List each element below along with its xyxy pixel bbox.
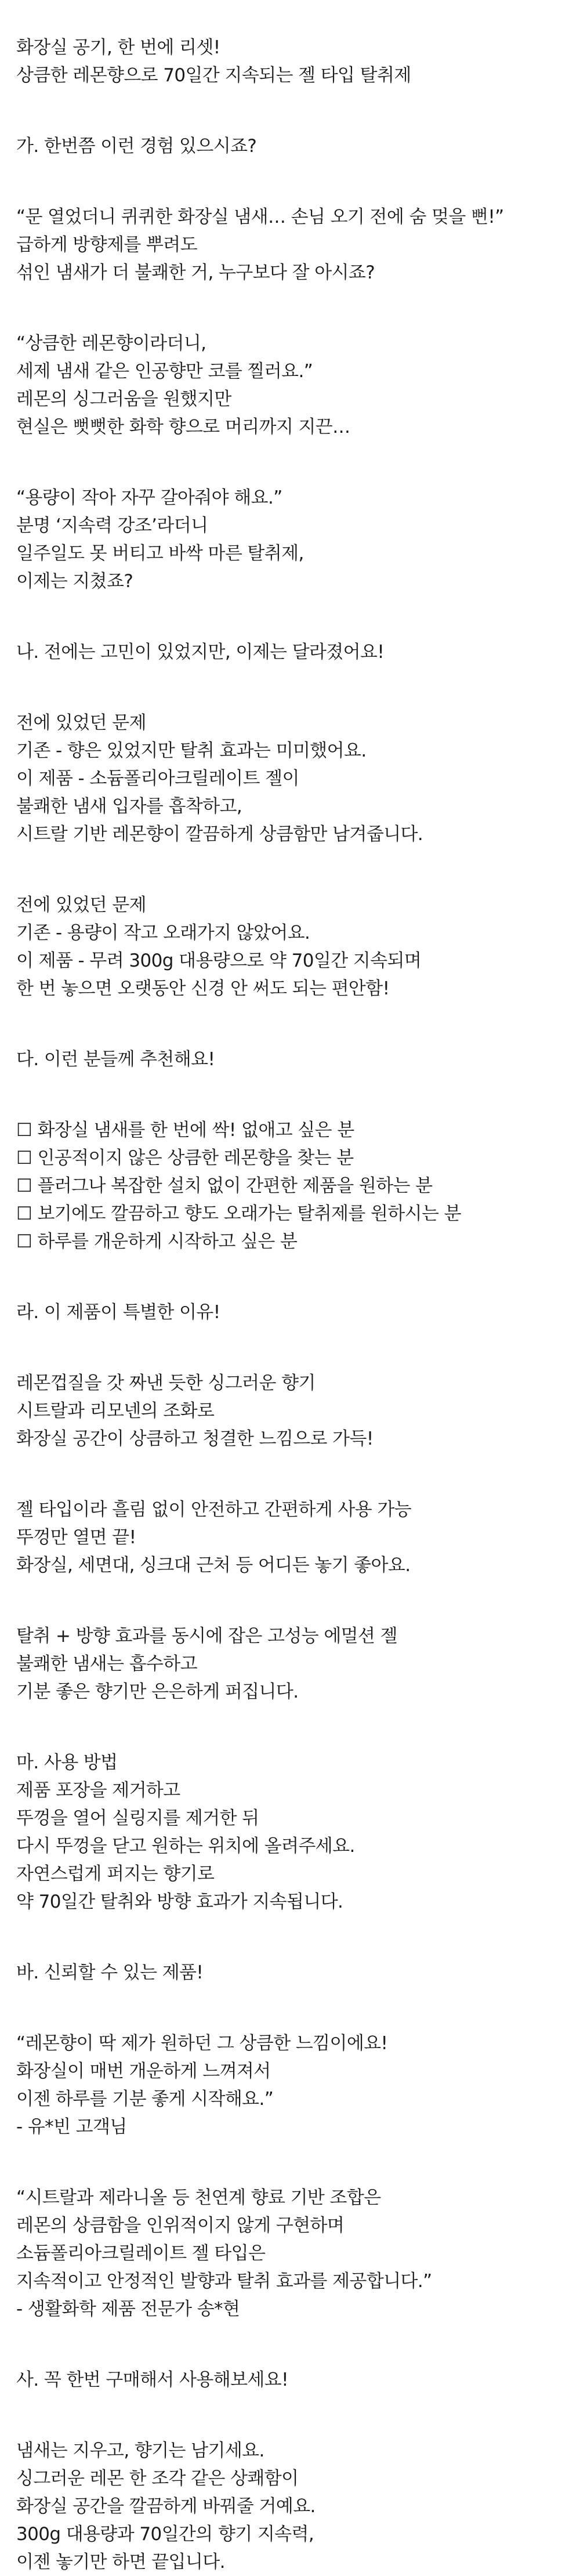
text-line: 분명 ‘지속력 강조’라더니 xyxy=(16,515,208,536)
text-line: 화장실 공간을 깔끔하게 바꿔줄 거예요. xyxy=(16,2496,316,2517)
customer-review xyxy=(16,2029,580,2141)
text-line: 지속적이고 안정적인 발향과 탈취 효과를 제공합니다.” xyxy=(16,2271,432,2292)
text-line: “문 열었더니 퀴퀴한 화장실 냄새… 손님 오기 전에 숨 멎을 뻔!” xyxy=(16,207,504,227)
text-line: “레몬향이 딱 제가 원하던 그 상큼한 느낌이에요! xyxy=(16,2033,388,2054)
text-line: 자연스럽게 퍼지는 향기로 xyxy=(16,1864,215,1884)
text-line: 300g 대용량과 70일간의 향기 지속력, xyxy=(16,2524,314,2545)
text-line: “상큼한 레몬향이라더니, xyxy=(16,333,206,354)
text-line: 화장실, 세면대, 싱크대 근처 등 어디든 놓기 좋아요. xyxy=(16,1555,411,1576)
checklist-item: ☐ 하루를 개운하게 시작하고 싶은 분 xyxy=(16,1231,298,1252)
text-line: 한 번 놓으면 오랫동안 신경 안 써도 되는 편안함! xyxy=(16,978,390,999)
experience-paragraph-1 xyxy=(16,203,580,287)
section-title: 마. 사용 방법 xyxy=(16,1752,118,1773)
text-line: 레몬의 싱그러움을 원했지만 xyxy=(16,389,231,410)
text-line: 이 제품 - 소듐폴리아크릴레이트 젤이 xyxy=(16,768,299,789)
intro-headline xyxy=(16,34,580,89)
text-line: 뚜껑을 열어 실링지를 제거한 뒤 xyxy=(16,1808,259,1829)
text-line: 불쾌한 냄새는 흡수하고 xyxy=(16,1654,197,1674)
text-line: 불쾌한 냄새 입자를 흡착하고, xyxy=(16,796,242,817)
headline-line: 화장실 공기, 한 번에 리셋! xyxy=(16,37,220,58)
problem-solution-2 xyxy=(16,891,580,1003)
experience-paragraph-3 xyxy=(16,484,580,595)
text-line: 화장실 공간이 상큼하고 청결한 느낌으로 가득! xyxy=(16,1428,374,1449)
section-title: 바. 신뢰할 수 있는 제품! xyxy=(16,1962,204,1983)
text-line: 일주일도 못 버티고 바싹 마른 탈취제, xyxy=(16,543,304,564)
feature-paragraph-1 xyxy=(16,1369,580,1453)
text-line: 전에 있었던 문제 xyxy=(16,712,146,733)
text-line: 시트랄 기반 레몬향이 깔끔하게 상큼함만 남겨줍니다. xyxy=(16,824,423,845)
text-line: 급하게 방향제를 뿌려도 xyxy=(16,234,197,255)
text-line: 다시 뚜껑을 닫고 원하는 위치에 올려주세요. xyxy=(16,1836,355,1857)
text-line: 기존 - 향은 있었지만 탈취 효과는 미미했어요. xyxy=(16,740,367,761)
text-line: 세제 냄새 같은 인공향만 코를 찔러요.” xyxy=(16,361,313,382)
text-line: 기존 - 용량이 작고 오래가지 않았어요. xyxy=(16,922,310,943)
text-line: “시트랄과 제라니올 등 천연계 향료 기반 조합은 xyxy=(16,2187,381,2208)
text-line: 이젠 하루를 기분 좋게 시작해요.” xyxy=(16,2089,274,2110)
text-line: 현실은 뻣뻣한 화학 향으로 머리까지 지끈… xyxy=(16,417,350,437)
text-line: 탈취 + 방향 효과를 동시에 잡은 고성능 에멀션 젤 xyxy=(16,1626,397,1647)
text-line: 이 제품 - 무려 300g 대용량으로 약 70일간 지속되며 xyxy=(16,950,422,971)
text-line: 기분 좋은 향기만 은은하게 퍼집니다. xyxy=(16,1681,299,1702)
text-line: 레몬의 상큼함을 인위적이지 않게 구현하며 xyxy=(16,2215,345,2236)
headline-subline: 상큼한 레몬향으로 70일간 지속되는 젤 타입 탈취제 xyxy=(16,65,411,86)
expert-review xyxy=(16,2184,580,2323)
text-line: 전에 있었던 문제 xyxy=(16,895,146,916)
section-title: 가. 한번쯤 이런 경험 있으시죠? xyxy=(16,136,257,157)
section-heading-na xyxy=(16,638,580,666)
section-title: 사. 꼭 한번 구매해서 사용해보세요! xyxy=(16,2369,288,2390)
problem-solution-1 xyxy=(16,709,580,848)
text-line: 소듐폴리아크릴레이트 젤 타입은 xyxy=(16,2243,266,2264)
text-line: 뚜껑만 열면 끝! xyxy=(16,1527,136,1548)
text-line: 약 70일간 탈취와 방향 효과가 지속됩니다. xyxy=(16,1891,343,1912)
text-line: “용량이 작아 자꾸 갈아줘야 해요.” xyxy=(16,487,282,508)
feature-paragraph-2 xyxy=(16,1496,580,1579)
checklist-item: ☐ 화장실 냄새를 한 번에 싹! 없애고 싶은 분 xyxy=(16,1120,354,1141)
section-heading-sa xyxy=(16,2366,580,2394)
section-title: 나. 전에는 고민이 있었지만, 이제는 달라졌어요! xyxy=(16,642,385,663)
text-line: 냄새는 지우고, 향기는 남기세요. xyxy=(16,2440,264,2461)
section-heading-ra xyxy=(16,1298,580,1326)
text-line: 이젠 놓기만 하면 끝입니다. xyxy=(16,2552,225,2573)
text-line: 젤 타입이라 흘림 없이 안전하고 간편하게 사용 가능 xyxy=(16,1499,412,1520)
text-line: 레몬껍질을 갓 짜낸 듯한 싱그러운 향기 xyxy=(16,1373,316,1394)
checklist-item: ☐ 인공적이지 않은 상큼한 레몬향을 찾는 분 xyxy=(16,1148,354,1168)
text-line: 싱그러운 레몬 한 조각 같은 상쾌함이 xyxy=(16,2468,299,2489)
text-line: 제품 포장을 제거하고 xyxy=(16,1780,180,1801)
text-line: 이제는 지쳤죠? xyxy=(16,571,133,592)
text-line: 섞인 냄새가 더 불쾌한 거, 누구보다 잘 아시죠? xyxy=(16,262,375,283)
feature-paragraph-3 xyxy=(16,1622,580,1706)
section-heading-ga xyxy=(16,132,580,160)
experience-paragraph-2 xyxy=(16,330,580,441)
usage-instructions xyxy=(16,1749,580,1916)
recommendation-checklist xyxy=(16,1116,580,1256)
section-title: 다. 이런 분들께 추천해요! xyxy=(16,1049,215,1070)
review-author: - 생활화학 제품 전문가 송*현 xyxy=(16,2299,240,2320)
text-line: 시트랄과 리모넨의 조화로 xyxy=(16,1401,215,1421)
closing-paragraph xyxy=(16,2437,580,2576)
section-title: 라. 이 제품이 특별한 이유! xyxy=(16,1302,220,1323)
checklist-item: ☐ 플러그나 복잡한 설치 없이 간편한 제품을 원하는 분 xyxy=(16,1175,433,1196)
text-line: 화장실이 매번 개운하게 느껴져서 xyxy=(16,2061,271,2082)
section-heading-da xyxy=(16,1045,580,1073)
review-author: - 유*빈 고객님 xyxy=(16,2116,127,2137)
section-heading-ba xyxy=(16,1959,580,1987)
checklist-item: ☐ 보기에도 깔끔하고 향도 오래가는 탈취제를 원하시는 분 xyxy=(16,1203,461,1224)
